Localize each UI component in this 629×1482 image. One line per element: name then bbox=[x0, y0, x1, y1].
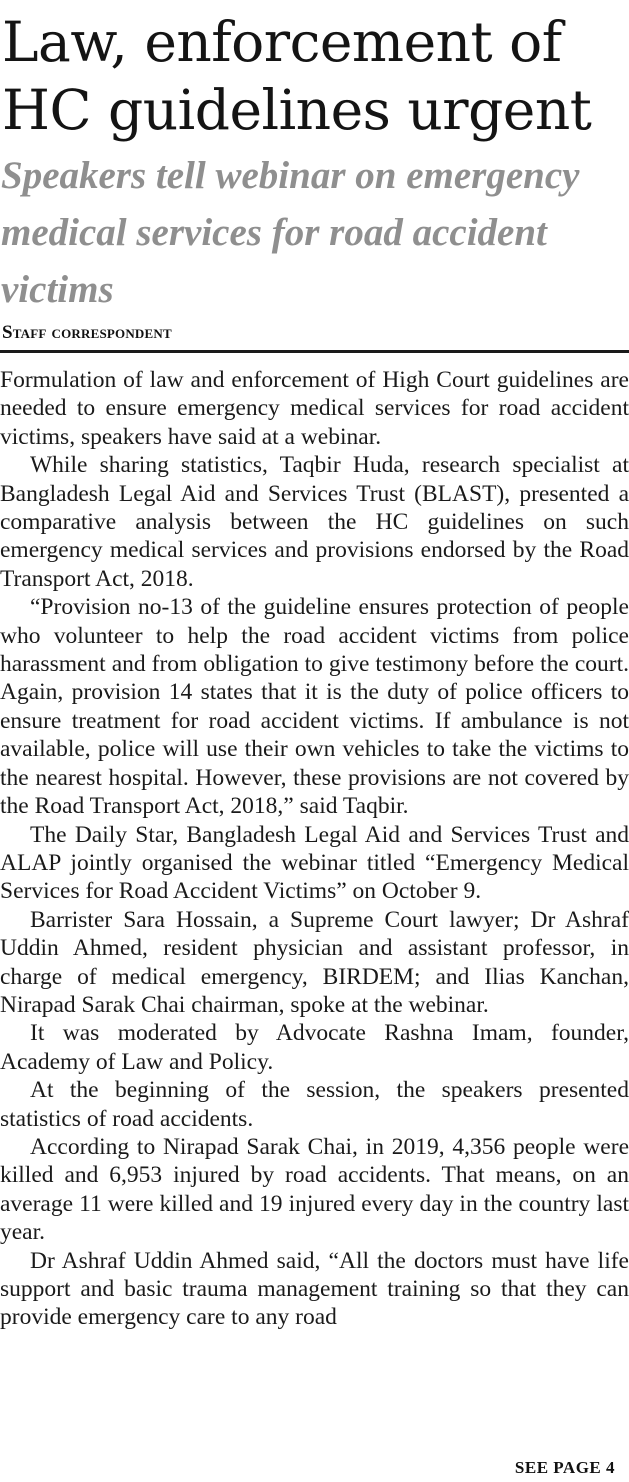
subheadline: Speakers tell webinar on emergency medical services for road accident victims bbox=[1, 154, 580, 311]
paragraph: Formulation of law and enforcement of High Court guidelines are needed to ensure emergency medical services for road accident victims, speakers have said at a webinar. bbox=[0, 367, 629, 450]
divider-rule bbox=[0, 350, 629, 353]
paragraph: The Daily Star, Bangladesh Legal Aid and Services Trust and ALAP jointly organised the webinar titled “Emergency Medical Services for Road Accident Victims” on October 9. bbox=[0, 821, 629, 905]
paragraph: “Provision no-13 of the guideline ensures protection of people who volunteer to help the road accident victims from police harassment and from obligation to give testimony before the court. Again, provision 14 states that it is the duty of police officers to ensure treatment for road accident victims. If ambulance is not available, police will use their own vehicles to take the victims to the nearest hospital. However, these provisions are not covered by the Road Transport Act, 2018,” said Taqbir. bbox=[0, 594, 629, 820]
article-body bbox=[0, 366, 629, 1332]
headline: Law, enforcement of HC guidelines urgent bbox=[2, 10, 592, 142]
paragraph: Dr Ashraf Uddin Ahmed said, “All the doctors must have life support and basic trauma management training so that they can provide emergency care to any road bbox=[0, 1247, 629, 1331]
byline: Staff correspondent bbox=[2, 322, 172, 343]
paragraph: At the beginning of the session, the speakers presented statistics of road accidents. bbox=[0, 1077, 629, 1132]
paragraph: It was moderated by Advocate Rashna Imam, founder, Academy of Law and Policy. bbox=[0, 1020, 629, 1075]
continued-jump-label: SEE PAGE 4 bbox=[514, 1458, 615, 1477]
paragraph: According to Nirapad Sarak Chai, in 2019, 4,356 people were killed and 6,953 injured by road accidents. That means, on an average 11 were killed and 19 injured every day in the country last year. bbox=[0, 1133, 629, 1246]
paragraph: While sharing statistics, Taqbir Huda, research specialist at Bangladesh Legal Aid and Services Trust (BLAST), presented a comparative analysis between the HC guidelines on such emergency medical services and provisions endorsed by the Road Transport Act, 2018. bbox=[0, 452, 629, 592]
paragraph: Barrister Sara Hossain, a Supreme Court lawyer; Dr Ashraf Uddin Ahmed, resident physician and assistant professor, in charge of medical emergency, BIRDEM; and Ilias Kanchan, Nirapad Sarak Chai chairman, spoke at the webinar. bbox=[0, 906, 629, 1018]
